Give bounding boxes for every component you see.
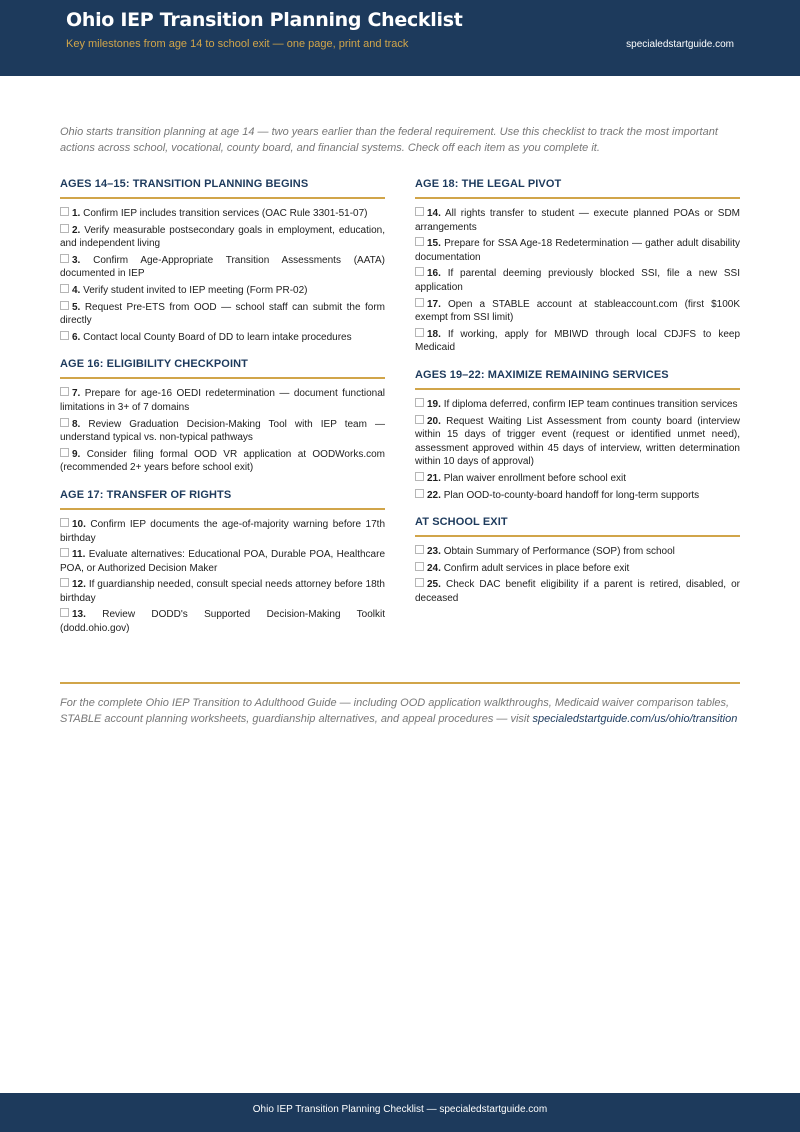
intro-paragraph: Ohio starts transition planning at age 14 — two years earlier than the federal requirement. Use this checklist to track the most important actions across school, vocational, county board, and financial systems. Check off each item as you complete it.: [60, 126, 718, 154]
right-column: [415, 178, 740, 619]
checklist-item: [60, 548, 385, 575]
checkbox-icon[interactable]: [415, 328, 424, 337]
item-text: Plan waiver enrollment before school exit: [443, 472, 627, 484]
item-number: 13.: [72, 609, 86, 621]
closing-divider: [60, 682, 740, 684]
checkbox-icon[interactable]: [415, 472, 424, 481]
section-heading: AGE 18: THE LEGAL PIVOT: [415, 178, 740, 199]
checklist-item: [415, 207, 740, 234]
item-number: 23.: [427, 546, 441, 558]
checklist-section: [415, 369, 740, 502]
item-text: Evaluate alternatives: Educational POA, Durable POA, Healthcare POA, or Authorized Decision Maker: [60, 549, 385, 574]
checkbox-icon[interactable]: [60, 448, 69, 457]
checkbox-icon[interactable]: [60, 387, 69, 396]
item-text: Request Waiting List Assessment from county board (interview within 15 days of trigger event (request or identified unmet need), assessment approved within 45 days of interview, written determination within 10 days of approval): [415, 415, 741, 468]
item-number: 4.: [72, 284, 81, 296]
checklist-item: [60, 518, 385, 545]
item-text: Review DODD's Supported Decision-Making Toolkit (dodd.ohio.gov): [60, 609, 386, 635]
checkbox-icon[interactable]: [415, 489, 424, 498]
item-number: 17.: [427, 298, 441, 310]
checklist-item: [415, 472, 740, 486]
item-number: 11.: [72, 549, 86, 561]
item-text: Verify student invited to IEP meeting (Form PR-02): [83, 284, 308, 296]
checklist-item: [415, 328, 740, 355]
checklist-item: [60, 608, 385, 635]
item-text: Confirm adult services in place before exit: [443, 562, 630, 574]
checklist-item: [415, 267, 740, 294]
item-text: Contact local County Board of DD to learn intake procedures: [83, 331, 352, 343]
checklist-item: [60, 254, 385, 281]
checklist-item: [60, 224, 385, 251]
page-header: [0, 0, 800, 76]
item-number: 5.: [72, 301, 81, 313]
section-heading: AGES 14–15: TRANSITION PLANNING BEGINS: [60, 178, 385, 199]
checklist-item: [60, 387, 385, 414]
checkbox-icon[interactable]: [415, 415, 424, 424]
page-subtitle: Key milestones from age 14 to school exit — one page, print and track: [66, 38, 409, 50]
checkbox-icon[interactable]: [60, 608, 69, 617]
checkbox-icon[interactable]: [60, 518, 69, 527]
checklist-item: [60, 284, 385, 298]
checklist-item: [60, 301, 385, 328]
checkbox-icon[interactable]: [415, 562, 424, 571]
left-column: [60, 178, 385, 650]
item-number: 8.: [72, 418, 81, 430]
item-number: 25.: [427, 579, 441, 591]
item-number: 22.: [427, 489, 441, 501]
checklist-item: [415, 489, 740, 503]
checkbox-icon[interactable]: [60, 207, 69, 216]
page-footer: [0, 1093, 800, 1132]
item-number: 2.: [72, 224, 81, 236]
checkbox-icon[interactable]: [415, 298, 424, 307]
item-text: Prepare for age-16 OEDI redetermination — document functional limitations in 3+ of 7 domains: [60, 388, 385, 413]
checklist-item: [60, 418, 385, 445]
item-number: 20.: [427, 415, 441, 427]
item-number: 21.: [427, 472, 441, 484]
checkbox-icon[interactable]: [415, 207, 424, 216]
checklist-section: [415, 516, 740, 605]
footer-text: Ohio IEP Transition Planning Checklist — specialedstartguide.com: [252, 1104, 548, 1115]
item-number: 24.: [427, 562, 441, 574]
section-heading: AGES 19–22: MAXIMIZE REMAINING SERVICES: [415, 369, 740, 390]
item-text: Request Pre-ETS from OOD — school staff can submit the form directly: [60, 301, 386, 327]
checklist-section: [60, 489, 385, 636]
item-text: If diploma deferred, confirm IEP team continues transition services: [443, 398, 738, 410]
checkbox-icon[interactable]: [60, 224, 69, 233]
checkbox-icon[interactable]: [60, 301, 69, 310]
checkbox-icon[interactable]: [60, 578, 69, 587]
transition-guide-link[interactable]: specialedstartguide.com/us/ohio/transition: [532, 713, 738, 725]
item-number: 16.: [427, 268, 441, 280]
section-heading: AGE 17: TRANSFER OF RIGHTS: [60, 489, 385, 510]
checkbox-icon[interactable]: [415, 398, 424, 407]
closing-text: For the complete Ohio IEP Transition to Adulthood Guide — including OOD application walkthroughs, Medicaid waiver comparison tables, STABLE account planning worksheets, guardianship alternatives, and appeal procedures — visit: [60, 697, 730, 725]
checklist-item: [415, 398, 740, 412]
item-number: 6.: [72, 331, 81, 343]
item-number: 7.: [72, 388, 81, 400]
checkbox-icon[interactable]: [415, 545, 424, 554]
item-text: If guardianship needed, consult special needs attorney before 18th birthday: [60, 579, 385, 604]
item-text: Review Graduation Decision-Making Tool with IEP team — understand typical vs. non-typical pathways: [60, 418, 385, 444]
item-text: If working, apply for MBIWD through local CDJFS to keep Medicaid: [415, 328, 741, 354]
item-number: 10.: [72, 518, 86, 530]
checkbox-icon[interactable]: [60, 418, 69, 427]
section-heading: AT SCHOOL EXIT: [415, 516, 740, 537]
item-number: 1.: [72, 208, 81, 219]
item-text: Consider filing formal OOD VR application at OODWorks.com (recommended 2+ years before school exit): [60, 448, 385, 474]
checkbox-icon[interactable]: [415, 578, 424, 587]
section-heading: AGE 16: ELIGIBILITY CHECKPOINT: [60, 358, 385, 379]
item-text: Verify measurable postsecondary goals in employment, education, and independent living: [60, 224, 385, 250]
header-site-link[interactable]: specialedstartguide.com: [626, 39, 734, 50]
checklist-item: [60, 207, 385, 221]
item-text: Obtain Summary of Performance (SOP) from school: [443, 546, 675, 558]
checkbox-icon[interactable]: [415, 237, 424, 246]
closing-paragraph: [60, 695, 740, 727]
checklist-item: [415, 562, 740, 576]
checkbox-icon[interactable]: [60, 548, 69, 557]
checklist-item: [415, 298, 740, 325]
checkbox-icon[interactable]: [60, 331, 69, 340]
checklist-item: [60, 448, 385, 475]
item-number: 3.: [72, 254, 81, 266]
item-text: Check DAC benefit eligibility if a parent is retired, disabled, or deceased: [415, 579, 740, 604]
item-number: 19.: [427, 398, 441, 410]
item-text: Confirm IEP includes transition services (OAC Rule 3301-51-07): [83, 208, 368, 219]
item-text: Open a STABLE account at stableaccount.com (first $100K exempt from SSI limit): [415, 298, 740, 324]
checkbox-icon[interactable]: [60, 284, 69, 293]
item-number: 15.: [427, 238, 441, 250]
item-text: Confirm Age-Appropriate Transition Assessments (AATA) documented in IEP: [60, 254, 385, 280]
checklist-item: [415, 578, 740, 605]
page-title: Ohio IEP Transition Planning Checklist: [66, 9, 463, 31]
checklist-item: [60, 578, 385, 605]
checklist-item: [415, 545, 740, 559]
item-text: Confirm IEP documents the age-of-majority warning before 17th birthday: [60, 518, 386, 544]
item-number: 9.: [72, 448, 81, 460]
checklist-section: [415, 178, 740, 355]
item-text: Prepare for SSA Age-18 Redetermination — gather adult disability documentation: [415, 238, 740, 263]
item-text: If parental deeming previously blocked SSI, file a new SSI application: [415, 268, 741, 293]
checklist-item: [60, 331, 385, 345]
checklist-item: [415, 415, 740, 469]
item-number: 12.: [72, 579, 86, 591]
checkbox-icon[interactable]: [60, 254, 69, 263]
item-text: All rights transfer to student — execute planned POAs or SDM arrangements: [415, 208, 740, 233]
checklist-item: [415, 237, 740, 264]
checkbox-icon[interactable]: [415, 267, 424, 276]
checklist-section: [60, 178, 385, 344]
item-number: 14.: [427, 208, 441, 219]
item-text: Plan OOD-to-county-board handoff for long-term supports: [443, 489, 700, 501]
checklist-section: [60, 358, 385, 475]
item-number: 18.: [427, 328, 441, 340]
